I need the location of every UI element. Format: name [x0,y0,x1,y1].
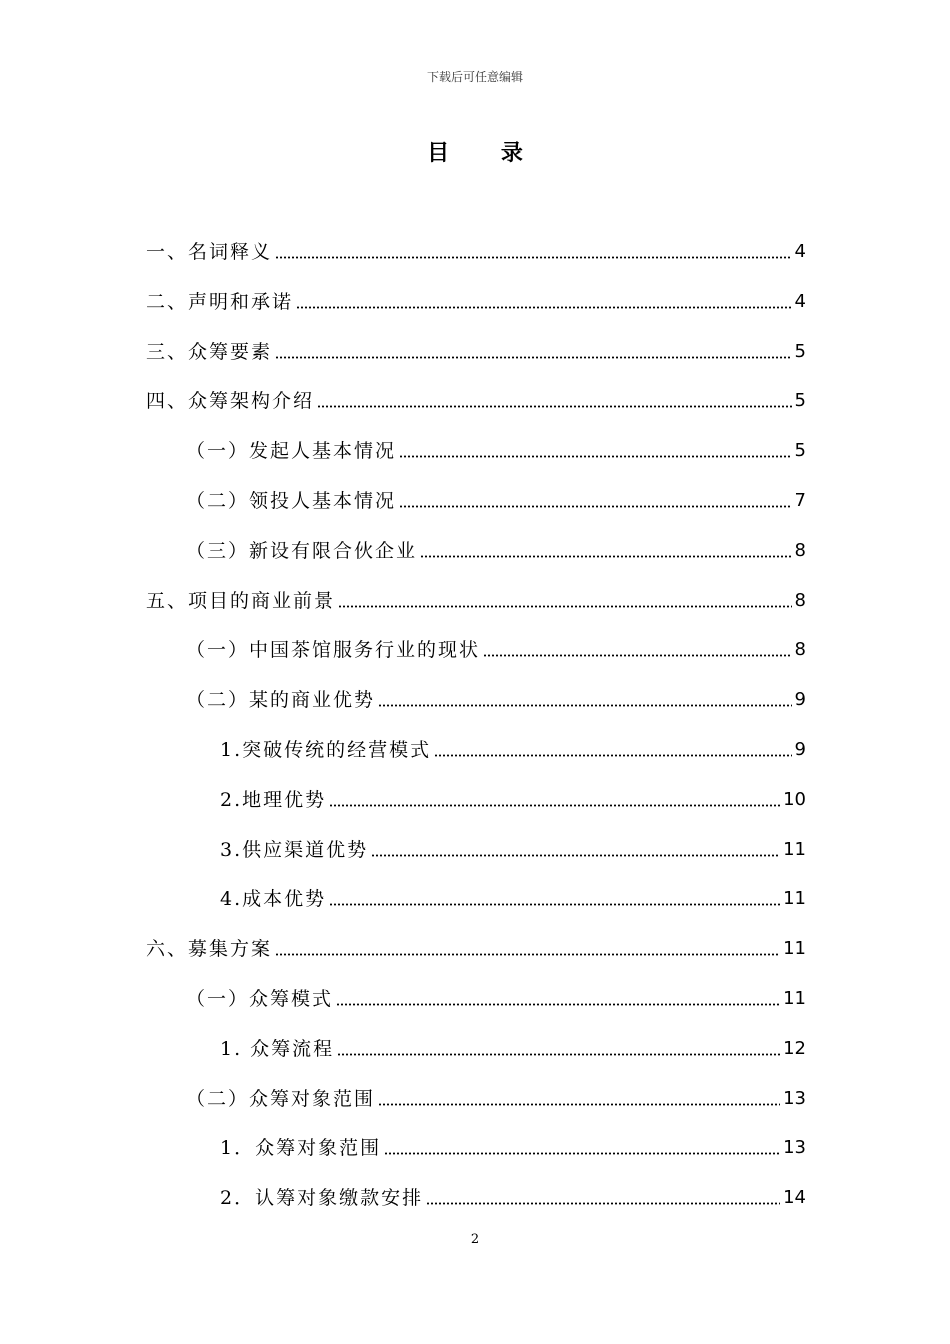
toc-dot-leader [384,1152,780,1155]
toc-title: 目 录 [427,140,545,166]
toc-dot-leader [434,754,791,757]
toc-entry[interactable] [220,875,806,911]
toc-entry[interactable] [146,377,806,413]
toc-dot-leader [338,605,792,608]
toc-dot-leader [399,505,792,508]
toc-entry[interactable] [186,676,806,712]
toc-entry[interactable] [186,427,806,463]
toc-entry-label: 3.供应渠道优势 [220,838,369,861]
header-note: 下载后可任意编辑 [426,70,523,84]
toc-entry-page: 13 [783,1137,806,1159]
toc-entry-page: 7 [794,490,806,511]
toc-entry[interactable] [220,1174,806,1210]
toc-dot-leader [275,356,792,359]
toc-dot-leader [426,1202,780,1205]
toc-entry-page: 5 [794,390,806,412]
toc-entry-label: 二、声明和承诺 [146,290,294,313]
toc-entry-label: （二）众筹对象范围 [186,1087,376,1110]
toc-entry-page: 13 [783,1087,806,1109]
toc-entry-page: 4 [794,290,806,312]
toc-dot-leader [329,903,780,906]
toc-dot-leader [275,953,780,956]
page-number: 2 [470,1232,480,1247]
toc-entry-label: 六、募集方案 [146,938,273,961]
toc-dot-leader [275,256,792,259]
toc-entry-label: （一）发起人基本情况 [186,440,397,463]
toc-entry-page: 10 [783,788,806,810]
toc-entry-page: 11 [783,888,806,910]
toc-entry-label: 三、众筹要素 [146,340,273,363]
toc-entry[interactable] [186,1075,806,1111]
toc-entry-page: 5 [794,340,806,362]
toc-entry-page: 8 [794,539,806,561]
toc-entry-page: 14 [783,1187,806,1209]
toc-dot-leader [317,405,792,408]
toc-dot-leader [336,1003,780,1006]
toc-entry-page: 8 [794,639,806,661]
toc-dot-leader [378,704,792,707]
toc-entry[interactable] [146,278,806,314]
toc-entry-label: （一）众筹模式 [186,988,334,1010]
toc-dot-leader [378,1103,780,1106]
toc-dot-leader [483,654,792,657]
toc-entry-label: 一、名词释义 [146,241,273,263]
toc-dot-leader [420,555,792,558]
toc-entry-label: 2．认筹对象缴款安排 [220,1187,424,1210]
toc-entry[interactable] [220,726,806,762]
toc-dot-leader [399,455,792,458]
toc-entry[interactable] [146,328,806,364]
toc-entry[interactable] [220,826,806,862]
toc-entry-label: （二）领投人基本情况 [186,490,397,512]
toc-entry-page: 12 [783,1037,806,1059]
toc-entry-label: 五、项目的商业前景 [146,589,336,612]
toc-entry[interactable] [186,477,806,513]
toc-entry[interactable] [186,527,806,563]
toc-entry-page: 11 [783,938,806,960]
toc-entry-label: 4.成本优势 [220,888,327,911]
toc-entry-page: 9 [794,739,806,760]
toc-entry-label: 2.地理优势 [220,788,327,811]
toc-entry-page: 11 [783,838,806,860]
toc-dot-leader [337,1053,780,1056]
toc-entry-label: （一）中国茶馆服务行业的现状 [186,639,481,662]
toc-entry[interactable] [146,925,806,961]
toc-entry[interactable] [146,577,806,613]
toc-entry[interactable] [146,228,806,264]
toc-entry[interactable] [220,1025,806,1061]
toc-entry-label: （三）新设有限合伙企业 [186,539,418,562]
toc-dot-leader [329,804,780,807]
toc-entry-page: 8 [794,589,806,611]
toc-entry-page: 11 [783,988,806,1009]
toc-dot-leader [296,306,792,309]
toc-entry-page: 9 [794,689,806,711]
toc-dot-leader [371,854,780,857]
toc-entry[interactable] [220,1124,806,1160]
toc-entry-label: （二）某的商业优势 [186,689,376,712]
toc-entry-label: 1. 众筹流程 [220,1037,335,1060]
toc-entry[interactable] [186,626,806,662]
toc-entry[interactable] [186,975,806,1011]
toc-entry-label: 1.突破传统的经营模式 [220,739,432,761]
toc-entry-page: 4 [794,241,806,262]
toc-entry-label: 四、众筹架构介绍 [146,390,315,413]
toc-entry-page: 5 [794,440,806,462]
toc-entry-label: 1．众筹对象范围 [220,1137,382,1160]
toc-entry[interactable] [220,776,806,812]
